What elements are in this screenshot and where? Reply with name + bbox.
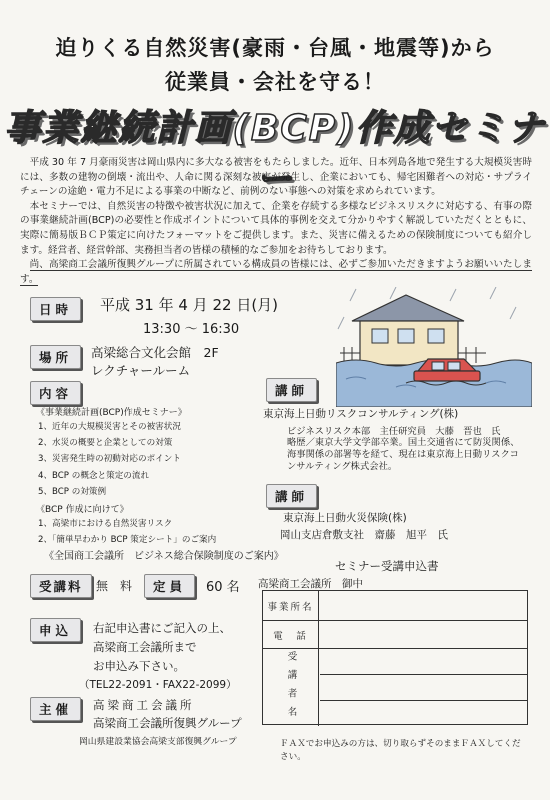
apply-line1: 右記申込書にご記入の上、 [93, 621, 231, 635]
list-item: 2、「簡単早わかり BCP 策定シート」のご案内 [38, 535, 217, 546]
apply-contact: （TEL22-2091・FAX22-2099） [79, 679, 237, 691]
phone-field[interactable] [320, 621, 527, 648]
apply-instructions [93, 619, 231, 676]
intro-paragraph-3 [20, 258, 532, 287]
contents-section2-title: 《BCP 作成に向けて》 [36, 505, 129, 515]
lecturer2-name: 岡山支店倉敷支社 齋藤 旭平 氏 [280, 529, 448, 541]
contents-label: 内容 [30, 381, 81, 405]
list-item: 3、災害発生時の初動対応のポイント [38, 454, 181, 465]
intro-paragraph-1: 平成 30 年 7 月豪雨災害は岡山県内に多大なる被害をもたらしました。近年、日本列島各地で発生する大規模災害時には、多数の建物の倒壊・流出や、人命に関る深刻な被害が発生し、企業においても、帰宅困難者への対応・サプライチェーンの途絶・電力不足による事業の中断など、前例のない事態への対策を求められています。 [20, 157, 532, 198]
form-row-company [263, 591, 527, 621]
contents-section1-title: 《事業継続計画(BCP)作成セミナー》 [36, 408, 187, 418]
lecturer2-label: 講師 [266, 484, 317, 508]
fee-label: 受講料 [30, 574, 92, 598]
list-item: 5、BCP の対策例 [38, 486, 107, 497]
intro-text [20, 156, 532, 287]
attendee-field-2[interactable] [320, 674, 527, 701]
organizer-line3: 岡山県建設業協会高梁支部復興グループ [79, 737, 237, 747]
company-name-field[interactable] [320, 591, 527, 620]
contents-section1-list [38, 419, 248, 500]
time-value: 13:30 ～ 16:30 [143, 322, 240, 337]
apply-line3: お申込み下さい。 [93, 659, 185, 673]
headline-line1: 迫りくる自然災害(豪雨・台風・地震等)から [55, 36, 495, 60]
apply-line2: 高梁商工会議所まで [93, 640, 197, 654]
flood-house-car-image [336, 287, 532, 407]
lecturer1-label: 講師 [266, 378, 317, 402]
headline-line2: 従業員・会社を守る！ [165, 70, 385, 94]
form-title: セミナー受講申込書 [335, 559, 439, 573]
lecturer1-name: ビジネスリスク本部 主任研究員 大藤 晋也 氏 [287, 426, 501, 437]
fee-value: 無 料 [96, 579, 133, 593]
organizer-line2: 高梁商工会議所復興グループ [93, 716, 242, 730]
contents-section3-title: 《全国商工会議所 ビジネス総合保険制度のご案内》 [44, 551, 284, 562]
venue-name: 高梁総合文化会館 2F [91, 345, 219, 360]
form-row-attendees [263, 649, 527, 726]
intro-paragraph-2: 本セミナーでは、自然災害の特徴や被害状況に加えて、企業を存続する多様なビジネスリスクに対応する、有事の際の事業継続計画(BCP)の必要性と作成ポイントについて具体的事例を交えて分かりやすく解説していただくとともに、実際に簡易版ＢＣＰ策定に向けたフォーマットをご提供します。また、災害に備えるための保険制度についても紹介します。経営者、経営幹部、実務担当者の皆様の積極的なご参加をお待ちしております。 [20, 200, 532, 256]
lecturer1-company: 東京海上日動リスクコンサルティング(株) [263, 408, 459, 420]
lecturer1-bio: 略歴／東京大学文学部卒業。国土交通省にて防災関係、海事関係の部署等を経て、現在は東京海上日動リスクコンサルティング株式会社。 [287, 437, 520, 472]
list-item: 2、水災の概要と企業としての対策 [38, 438, 173, 449]
capacity-label: 定員 [144, 574, 195, 598]
page-title: 事業継続計画(BCP)作成セミナー [4, 108, 546, 200]
form-fax-note: ＦＡＸでお申込みの方は、切り取らずそのままＦＡＸしてください。 [280, 739, 521, 762]
organizer-line1: 高梁商工会議所 [93, 698, 195, 712]
organizer-label: 主催 [30, 697, 81, 721]
date-label: 日時 [30, 297, 81, 321]
capacity-value: 60 名 [206, 580, 240, 595]
apply-label: 申込 [30, 618, 81, 642]
intro-note: 尚、高梁商工会議所復興グループに所属されている構成員の皆様には、必ずご参加いただきますようお願いいたします。 [20, 259, 532, 285]
form-row-phone [263, 621, 527, 649]
attendee-field-1[interactable] [320, 649, 527, 675]
venue-room: レクチャールーム [91, 363, 191, 378]
list-item: 1、近年の大規模災害とその被害状況 [38, 422, 181, 432]
list-item: 4、BCP の概念と策定の流れ [38, 470, 150, 481]
form-label-company: 事業所名 [263, 591, 319, 620]
place-label: 場所 [30, 345, 81, 369]
attendee-label-text: 受講者名 [285, 650, 297, 725]
contents-section2-list [38, 516, 258, 548]
form-label-attendees [263, 649, 319, 726]
form-recipient: 高梁商工会議所 御中 [258, 578, 363, 590]
attendee-field-3[interactable] [320, 700, 527, 726]
application-form [262, 590, 528, 725]
date-value: 平成 31 年 4 月 22 日(月) [100, 296, 279, 314]
form-label-phone: 電 話 [263, 621, 319, 648]
flood-illustration [336, 287, 532, 407]
lecturer2-company: 東京海上日動火災保険(株) [283, 512, 407, 524]
list-item: 1、高梁市における自然災害リスク [38, 519, 173, 529]
